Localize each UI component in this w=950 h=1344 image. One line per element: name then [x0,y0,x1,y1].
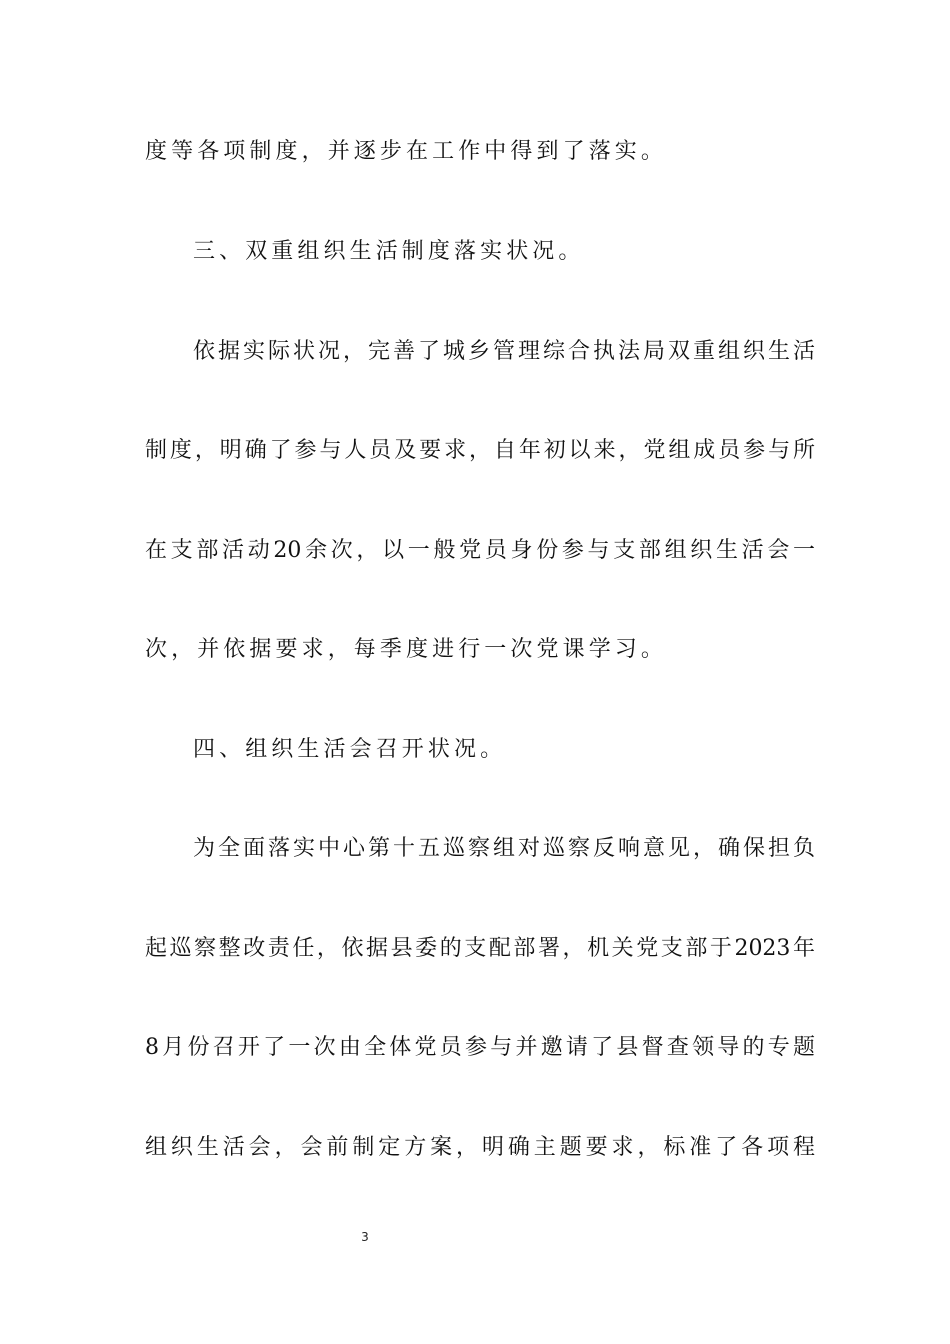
section-heading-4: 四、组织生活会召开状况。 [193,737,507,762]
section-heading-3: 三、双重组织生活制度落实状况。 [193,239,585,264]
text-line-3: 依据实际状况，完善了城乡管理综合执法局双重组织生活 [193,339,815,364]
text-line-4: 制度，明确了参与人员及要求，自年初以来，党组成员参与所 [145,438,815,463]
page-number: 3 [361,1230,369,1244]
text-line-5: 在支部活动20余次，以一般党员身份参与支部组织生活会一 [145,538,815,563]
text-line-1: 度等各项制度，并逐步在工作中得到了落实。 [145,139,668,164]
text-line-6: 次，并依据要求，每季度进行一次党课学习。 [145,637,668,662]
text-line-9: 起巡察整改责任，依据县委的支配部署，机关党支部于2023年 [145,936,815,961]
text-line-10: 8月份召开了一次由全体党员参与并邀请了县督查领导的专题 [145,1035,815,1060]
text-line-11: 组织生活会，会前制定方案，明确主题要求，标准了各项程 [145,1135,815,1160]
text-line-8: 为全面落实中心第十五巡察组对巡察反响意见，确保担负 [193,836,815,861]
